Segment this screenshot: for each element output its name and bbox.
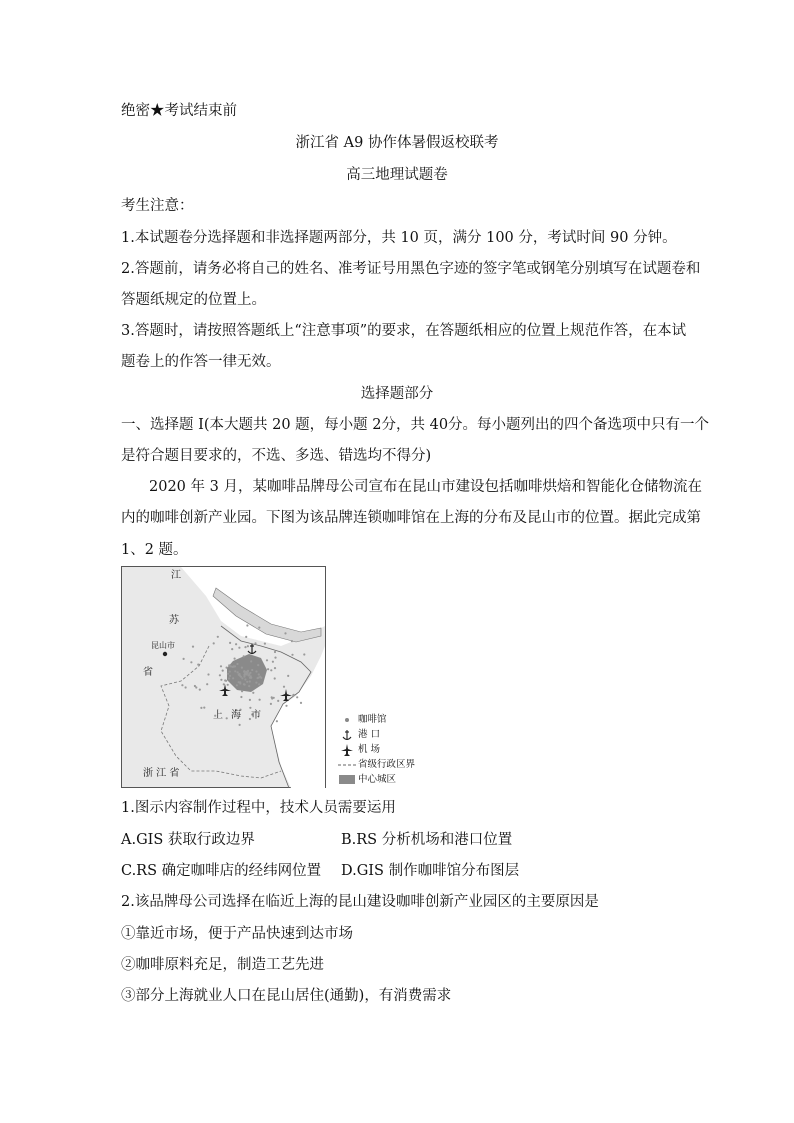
label-zhejiang: 浙 江 省	[143, 768, 180, 779]
coffee-shop-dot	[229, 671, 231, 673]
legend-label-port: 港 口	[358, 729, 381, 740]
coffee-shop-dot	[220, 679, 222, 681]
coffee-shop-dot	[183, 658, 185, 660]
coffee-shop-dot	[255, 682, 257, 684]
coffee-shop-dot	[247, 674, 249, 676]
coffee-shop-dot	[239, 681, 241, 683]
notice-item-3: 3.答题时，请按照答题纸上“注意事项”的要求，在答题纸相应的位置上规范作答，在本试	[121, 323, 687, 339]
legend-row-boundary	[336, 757, 415, 772]
coffee-shop-dot	[234, 665, 236, 667]
coffee-shop-dot	[238, 674, 240, 676]
coffee-shop-dot	[259, 676, 261, 678]
coffee-shop-dot	[239, 724, 241, 726]
coffee-shop-dot	[232, 677, 234, 679]
coffee-shop-dot	[244, 678, 246, 680]
coffee-shop-dot	[270, 669, 272, 671]
label-kunshan: 昆山市	[151, 641, 175, 650]
coffee-shop-dot	[234, 670, 236, 672]
coffee-shop-dot	[243, 655, 245, 657]
coffee-shop-dot	[252, 692, 254, 694]
legend-row-coffee	[336, 712, 415, 727]
coffee-shop-dot	[291, 654, 293, 656]
coffee-shop-dot	[225, 680, 227, 682]
coffee-shop-dot	[227, 673, 229, 675]
q2-item-2: ②咖啡原料充足，制造工艺先进	[121, 957, 324, 973]
coffee-shop-dot	[244, 646, 246, 648]
coffee-shop-dot	[241, 667, 243, 669]
shanghai-map	[121, 566, 326, 788]
q1-option-b: B.RS 分析机场和港口位置	[341, 832, 513, 848]
q1-stem: 1.图示内容制作过程中，技术人员需要运用	[121, 800, 396, 816]
coffee-shop-dot	[243, 670, 245, 672]
notice-item-2-cont: 答题纸规定的位置上。	[121, 292, 266, 308]
coffee-shop-dot	[303, 653, 305, 655]
coffee-shop-dot	[207, 673, 209, 675]
coffee-shop-dot	[238, 647, 240, 649]
coffee-shop-dot	[249, 707, 251, 709]
coffee-shop-dot	[213, 642, 215, 644]
coffee-shop-dot	[296, 696, 298, 698]
coffee-shop-dot	[243, 676, 245, 678]
dashed-line-icon	[336, 762, 358, 768]
coffee-shop-dot	[257, 664, 259, 666]
coffee-shop-dot	[206, 683, 208, 685]
coffee-shop-dot	[259, 699, 261, 701]
coffee-shop-dot	[255, 670, 257, 672]
coffee-shop-dot	[241, 690, 243, 692]
passage-line-1: 2020 年 3 月，某咖啡品牌母公司宣布在昆山市建设包括咖啡烘焙和智能化仓储物流在	[149, 479, 702, 495]
label-shang: 上	[213, 710, 223, 721]
coffee-shop-dot	[197, 664, 199, 666]
coffee-shop-dot	[192, 646, 194, 648]
coffee-shop-dot	[266, 659, 268, 661]
coffee-dot-icon	[336, 716, 358, 724]
exam-title: 浙江省 A9 协作体暑假返校联考	[295, 135, 499, 151]
coffee-shop-dot	[195, 686, 197, 688]
airplane-icon	[336, 744, 358, 756]
coffee-shop-dot	[274, 651, 276, 653]
coffee-shop-dot	[250, 675, 252, 677]
coffee-shop-dot	[249, 680, 251, 682]
coffee-shop-dot	[300, 702, 302, 704]
coffee-shop-dot	[203, 707, 205, 709]
coffee-shop-dot	[285, 705, 287, 707]
legend-label-coffee: 咖啡馆	[358, 714, 387, 725]
coffee-shop-dot	[181, 684, 183, 686]
map-svg	[121, 566, 326, 788]
kunshan-marker	[163, 652, 167, 656]
coffee-shop-dot	[272, 661, 274, 663]
coffee-shop-dot	[258, 673, 260, 675]
coffee-shop-dot	[229, 642, 231, 644]
coffee-shop-dot	[254, 642, 256, 644]
coffee-shop-dot	[274, 667, 276, 669]
label-su: 苏	[169, 615, 179, 626]
coffee-shop-dot	[217, 636, 219, 638]
legend-row-urban	[336, 772, 415, 787]
coffee-shop-dot	[246, 681, 248, 683]
coffee-shop-dot	[227, 684, 229, 686]
label-sheng: 省	[143, 667, 153, 678]
passage-line-3: 1、2 题。	[121, 542, 188, 558]
label-hai: 海	[231, 710, 241, 721]
coffee-shop-dot	[226, 717, 228, 719]
coffee-shop-dot	[283, 686, 285, 688]
coffee-shop-dot	[241, 677, 243, 679]
gray-box-icon	[336, 775, 358, 784]
coffee-shop-dot	[245, 636, 247, 638]
coffee-shop-dot	[234, 658, 236, 660]
coffee-shop-dot	[248, 685, 250, 687]
q2-stem: 2.该品牌母公司选择在临近上海的昆山建设咖啡创新产业园区的主要原因是	[121, 894, 599, 910]
coffee-shop-dot	[235, 643, 237, 645]
q1-option-d: D.GIS 制作咖啡馆分布图层	[341, 863, 520, 879]
coffee-shop-dot	[264, 643, 266, 645]
coffee-shop-dot	[267, 668, 269, 670]
coffee-shop-dot	[277, 700, 279, 702]
coffee-shop-dot	[222, 670, 224, 672]
coffee-shop-dot	[229, 675, 231, 677]
coffee-shop-dot	[185, 686, 187, 688]
coffee-shop-dot	[199, 689, 201, 691]
coffee-shop-dot	[287, 675, 289, 677]
coffee-shop-dot	[237, 671, 239, 673]
coffee-shop-dot	[249, 699, 251, 701]
legend-label-urban: 中心城区	[358, 774, 397, 785]
coffee-shop-dot	[243, 683, 245, 685]
paper-title: 高三地理试题卷	[346, 167, 448, 183]
coffee-shop-dot	[240, 696, 242, 698]
coffee-shop-dot	[274, 657, 276, 659]
coffee-shop-dot	[228, 677, 230, 679]
coffee-shop-dot	[251, 669, 253, 671]
coffee-shop-dot	[228, 664, 230, 666]
coffee-shop-dot	[236, 663, 238, 665]
coffee-shop-dot	[226, 667, 228, 669]
confidential-label: 绝密★考试结束前	[121, 103, 237, 119]
coffee-shop-dot	[246, 624, 248, 626]
anchor-icon	[336, 729, 358, 741]
coffee-shop-dot	[293, 694, 295, 696]
coffee-shop-dot	[236, 684, 238, 686]
coffee-shop-dot	[276, 720, 278, 722]
coffee-shop-dot	[190, 661, 192, 663]
label-jiang: 江	[171, 570, 181, 581]
notice-item-1: 1.本试题卷分选择题和非选择题两部分，共 10 页，满分 100 分，考试时间 90 分钟。	[121, 230, 677, 246]
q1-option-a: A.GIS 获取行政边界	[121, 832, 255, 848]
coffee-shop-dot	[247, 670, 249, 672]
passage-line-2: 内的咖啡创新产业园。下图为该品牌连锁咖啡馆在上海的分布及昆山市的位置。据此完成第	[121, 510, 701, 526]
legend-row-airport	[336, 742, 415, 757]
section-instruction: 一、选择题 I(本大题共 20 题，每小题 2分，共 40分。每小题列出的四个备选项中只有一个	[121, 417, 710, 433]
notice-item-3-cont: 题卷上的作答一律无效。	[121, 354, 281, 370]
coffee-shop-dot	[223, 683, 225, 685]
q2-item-3: ③部分上海就业人口在昆山居住(通勤)，有消费需求	[121, 988, 452, 1004]
coffee-shop-dot	[258, 627, 260, 629]
coffee-shop-dot	[271, 696, 273, 698]
coffee-shop-dot	[219, 674, 221, 676]
label-shi: 市	[251, 710, 261, 721]
legend-label-airport: 机 场	[358, 744, 381, 755]
coffee-shop-dot	[220, 665, 222, 667]
coffee-shop-dot	[244, 673, 246, 675]
coffee-shop-dot	[284, 632, 286, 634]
notice-item-2: 2.答题前，请务必将自己的姓名、准考证号用黑色字迹的签字笔或钢笔分别填写在试题卷和	[121, 261, 701, 277]
q2-item-1: ①靠近市场，便于产品快速到达市场	[121, 926, 353, 942]
coffee-shop-dot	[291, 640, 293, 642]
section-instruction-cont: 是符合题目要求的，不选、多选、错选均不得分)	[121, 448, 432, 464]
coffee-shop-dot	[270, 703, 272, 705]
coffee-shop-dot	[250, 660, 252, 662]
coffee-shop-dot	[258, 683, 260, 685]
coffee-shop-dot	[231, 648, 233, 650]
coffee-shop-dot	[247, 645, 249, 647]
coffee-shop-dot	[200, 707, 202, 709]
coffee-shop-dot	[274, 677, 276, 679]
legend-label-boundary: 省级行政区界	[358, 759, 416, 770]
section-title: 选择题部分	[360, 386, 434, 402]
notice-heading: 考生注意：	[121, 198, 194, 214]
q1-option-c: C.RS 确定咖啡店的经纬网位置	[121, 863, 322, 879]
map-legend	[336, 712, 415, 787]
legend-row-port	[336, 727, 415, 742]
